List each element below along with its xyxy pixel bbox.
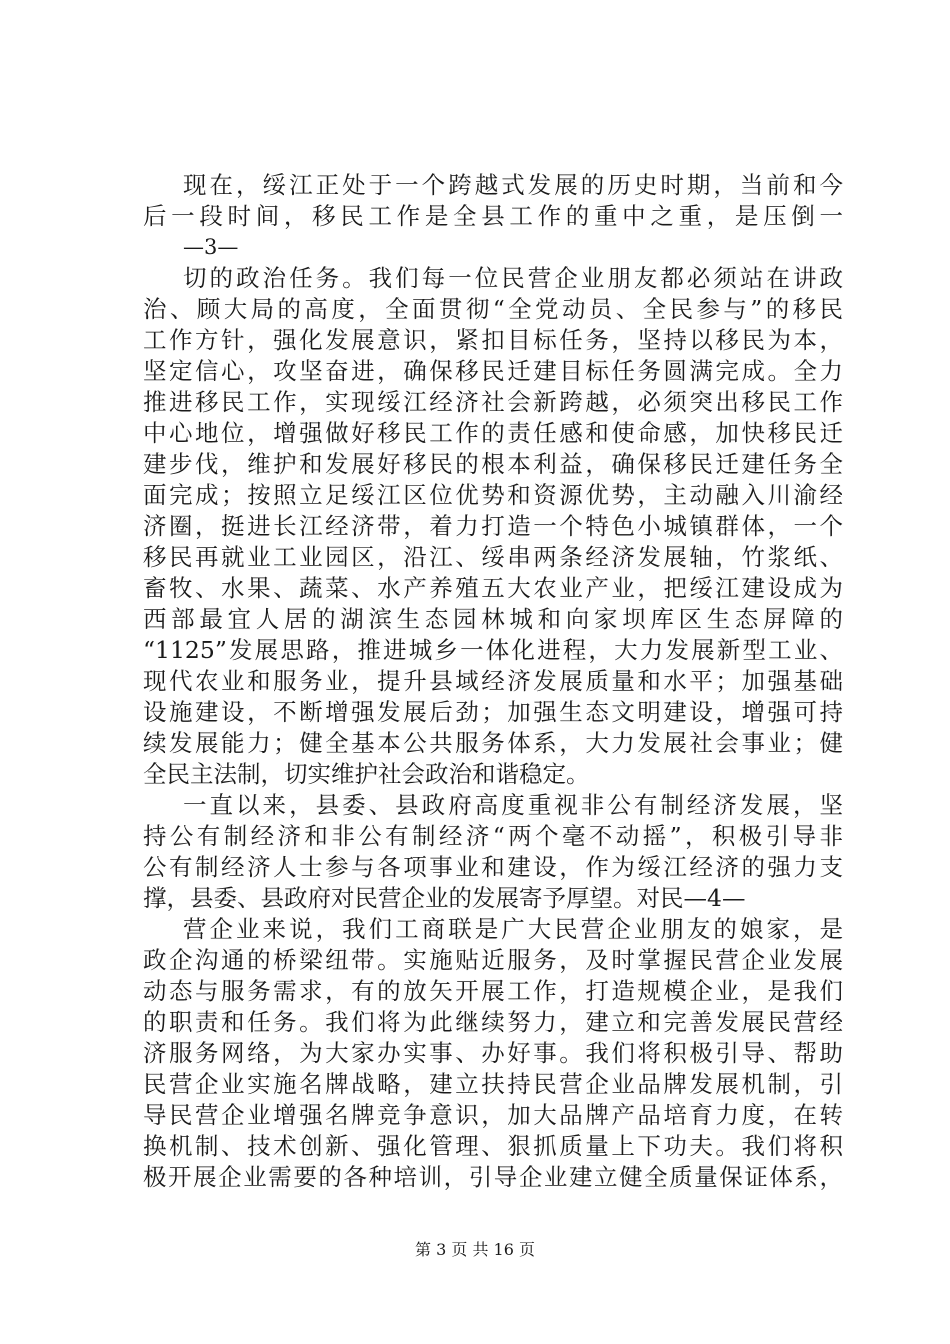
text-line: 现在，绥江正处于一个跨越式发展的历史时期，当前和今: [183, 171, 843, 199]
text-line: 导民营企业增强名牌竞争意识，加大品牌产品培育力度，在转: [143, 1101, 843, 1129]
text-line: 现代农业和服务业，提升县域经济发展质量和水平；加强基础: [143, 667, 843, 695]
text-line: 换机制、技术创新、强化管理、狠抓质量上下功夫。我们将积: [143, 1132, 843, 1160]
text-line: 撑，县委、县政府对民营企业的发展寄予厚望。对民—4—: [143, 884, 746, 912]
text-line: 政企沟通的桥梁纽带。实施贴近服务，及时掌握民营企业发展: [143, 946, 843, 974]
text-line: 极开展企业需要的各种培训，引导企业建立健全质量保证体系，: [143, 1163, 843, 1191]
text-line: 中心地位，增强做好移民工作的责任感和使命感，加快移民迁: [143, 419, 843, 447]
text-line: 西部最宜人居的湖滨生态园林城和向家坝库区生态屏障的: [143, 605, 843, 633]
page-marker: —3—: [183, 235, 239, 259]
text-line: “1125”发展思路，推进城乡一体化进程，大力发展新型工业、: [143, 636, 843, 664]
text-line: 畜牧、水果、蔬菜、水产养殖五大农业产业，把绥江建设成为: [143, 574, 843, 602]
page-footer: 第 3 页 共 16 页: [415, 1240, 535, 1259]
text-line: 民营企业实施名牌战略，建立扶持民营企业品牌发展机制，引: [143, 1070, 843, 1098]
text-line: 动态与服务需求，有的放矢开展工作，打造规模企业，是我们: [143, 977, 843, 1005]
text-line: 设施建设，不断增强发展后劲；加强生态文明建设，增强可持: [143, 698, 843, 726]
text-line: 坚定信心，攻坚奋进，确保移民迁建目标任务圆满完成。全力: [143, 357, 843, 385]
document-body: [143, 170, 843, 1193]
text-line: 面完成；按照立足绥江区位优势和资源优势，主动融入川渝经: [143, 481, 843, 509]
text-line: 切的政治任务。我们每一位民营企业朋友都必须站在讲政: [183, 264, 843, 292]
text-line: 续发展能力；健全基本公共服务体系，大力发展社会事业；健: [143, 729, 843, 757]
text-line: 治、顾大局的高度，全面贯彻“全党动员、全民参与”的移民: [143, 295, 843, 323]
text-line: 推进移民工作，实现绥江经济社会新跨越，必须突出移民工作: [143, 388, 843, 416]
text-line: 一直以来，县委、县政府高度重视非公有制经济发展，坚: [183, 791, 843, 819]
text-line: 的职责和任务。我们将为此继续努力，建立和完善发展民营经: [143, 1008, 843, 1036]
text-line: 全民主法制，切实维护社会政治和谐稳定。: [143, 760, 590, 788]
text-line: 济服务网络，为大家办实事、办好事。我们将积极引导、帮助: [143, 1039, 843, 1067]
text-line: 营企业来说，我们工商联是广大民营企业朋友的娘家，是: [183, 915, 843, 943]
text-line: 后一段时间，移民工作是全县工作的重中之重，是压倒一: [143, 202, 843, 230]
text-line: 济圈，挺进长江经济带，着力打造一个特色小城镇群体，一个: [143, 512, 843, 540]
text-line: 移民再就业工业园区，沿江、绥串两条经济发展轴，竹浆纸、: [143, 543, 843, 571]
text-line: 建步伐，维护和发展好移民的根本利益，确保移民迁建任务全: [143, 450, 843, 478]
text-line: 持公有制经济和非公有制经济“两个毫不动摇”，积极引导非: [143, 822, 843, 850]
text-line: 工作方针，强化发展意识，紧扣目标任务，坚持以移民为本，: [143, 326, 843, 354]
text-line: 公有制经济人士参与各项事业和建设，作为绥江经济的强力支: [143, 853, 843, 881]
